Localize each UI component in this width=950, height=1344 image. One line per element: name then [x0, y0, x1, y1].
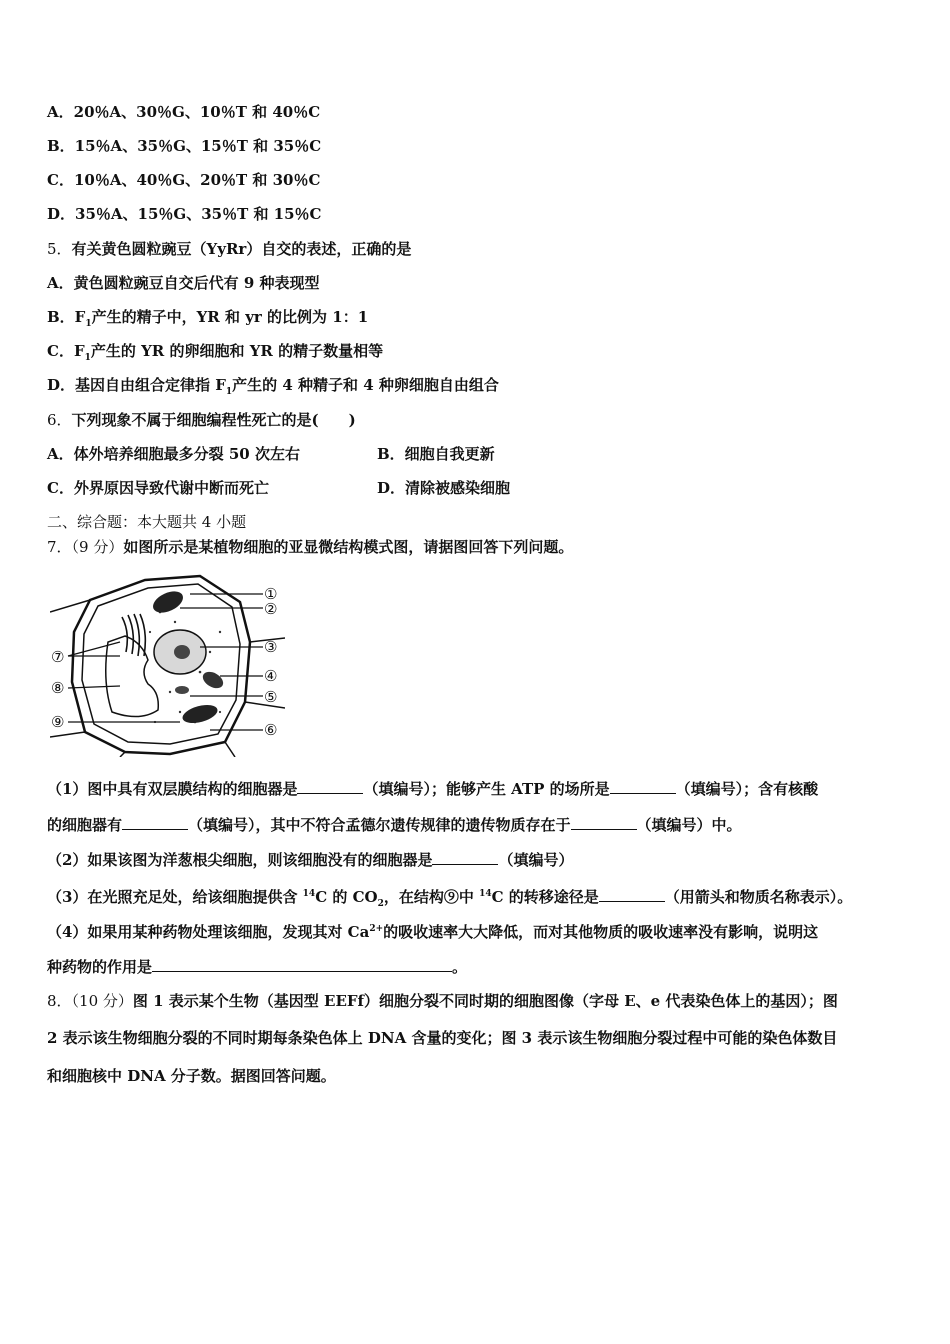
vacuole	[106, 636, 159, 717]
answer-blank[interactable]	[571, 815, 637, 830]
answer-blank[interactable]	[610, 779, 676, 794]
q7-p2-a: （2）如果该图为洋葱根尖细胞，则该细胞没有的细胞器是	[47, 851, 433, 869]
answer-blank[interactable]	[152, 957, 452, 972]
q8-score: （10 分）	[71, 992, 133, 1010]
q6-stem	[47, 410, 356, 430]
q6-option-a: A．体外培养细胞最多分裂 50 次左右	[47, 445, 300, 463]
label-6: ⑥	[264, 721, 278, 739]
q7-p3-c: ，在结构⑨中	[383, 888, 480, 906]
q7-p4-d: 。	[452, 958, 468, 976]
q7-p1-a: （1）图中具有双层膜结构的细胞器是	[47, 780, 298, 798]
mitochondrion-small	[175, 686, 189, 694]
q6-stem-text: 下列现象不属于细胞编程性死亡的是( )	[71, 411, 356, 429]
q7-p3-a: （3）在光照充足处，给该细胞提供含	[47, 888, 303, 906]
q7-p1-b: （填编号）；能够产生 ATP 的场所是	[363, 780, 610, 798]
label-2: ②	[264, 600, 278, 618]
q7-part3	[47, 884, 852, 914]
q5-d-pre: D．基因自由组合定律指 F	[47, 376, 226, 394]
q5-number: 5．	[47, 240, 72, 258]
q7-score: （9 分）	[71, 538, 124, 556]
q6-option-c: C．外界原因导致代谢中断而死亡	[47, 479, 269, 497]
chloroplast-bottom	[181, 702, 220, 727]
q5-d-sub: 1	[225, 387, 233, 397]
q4-option-b: B．15％A、35％G、15％T 和 35％C	[47, 137, 322, 155]
q5-d-post: 产生的 4 种精子和 4 种卵细胞自由组合	[232, 376, 499, 394]
q6-option-d: D．清除被感染细胞	[377, 479, 511, 497]
q7-part1-line2	[47, 815, 742, 835]
q7-p1-d: 的细胞器有	[47, 816, 123, 834]
label-3: ③	[264, 638, 278, 656]
q7-p4-c: 种药物的作用是	[47, 958, 153, 976]
q7-p3-sub: 2	[377, 899, 384, 909]
golgi-stack	[122, 614, 145, 656]
mitochondrion	[200, 668, 226, 691]
q6-row-ab	[47, 444, 907, 464]
q5-c-sub: 1	[84, 353, 91, 363]
q8-number: 8．	[47, 992, 72, 1010]
q4-option-a: A．20％A、30％G、10％T 和 40％C	[47, 103, 321, 121]
q7-p3-sup2: 14	[479, 889, 492, 899]
q6-number: 6．	[47, 411, 72, 429]
q7-stem-text: 如图所示是某植物细胞的亚显微结构模式图，请据图回答下列问题。	[123, 538, 574, 556]
q7-number: 7．	[47, 538, 72, 556]
section-heading: 二、综合题：本大题共 4 小题	[47, 513, 247, 531]
answer-blank[interactable]	[432, 850, 498, 865]
q4-option-d: D．35％A、15％G、35％T 和 15％C	[47, 205, 322, 223]
q7-p3-e: （用箭头和物质名称表示）。	[664, 888, 853, 906]
chloroplast-top	[150, 587, 187, 617]
answer-blank[interactable]	[297, 779, 363, 794]
q5-option-a: A．黄色圆粒豌豆自交后代有 9 种表现型	[47, 274, 320, 292]
q8-line2: 2 表示该生物细胞分裂的不同时期每条染色体上 DNA 含量的变化；图 3 表示该生物细胞分裂过程中可能的染色体数目	[47, 1029, 838, 1047]
q7-p4-b: 的吸收速率大大降低，而对其他物质的吸收速率没有影响，说明这	[383, 923, 819, 941]
q8-line1	[47, 991, 838, 1011]
q7-p1-f: （填编号）中。	[636, 816, 742, 834]
label-5: ⑤	[264, 688, 278, 706]
q7-p3-d: C 的转移途径是	[491, 888, 599, 906]
plant-cell-diagram	[50, 572, 285, 757]
q7-stem	[47, 537, 573, 557]
answer-blank[interactable]	[599, 887, 665, 902]
q5-b-sub: 1	[85, 319, 92, 329]
q6-row-cd	[47, 478, 907, 498]
q7-part2	[47, 850, 573, 870]
label-7: ⑦	[51, 648, 65, 666]
answer-blank[interactable]	[122, 815, 188, 830]
label-8: ⑧	[51, 679, 65, 697]
q5-b-pre: B．F	[47, 308, 86, 326]
q5-c-post: 产生的 YR 的卵细胞和 YR 的精子数量相等	[90, 342, 384, 360]
q5-option-b	[47, 307, 368, 334]
q7-p2-b: （填编号）	[498, 851, 574, 869]
q5-stem-text: 有关黄色圆粒豌豆（YyRr）自交的表述，正确的是	[71, 240, 412, 258]
q5-option-d	[47, 375, 499, 402]
q7-p3-b: C 的 CO	[315, 888, 378, 906]
q5-c-pre: C．F	[47, 342, 85, 360]
nucleolus	[174, 645, 190, 659]
q7-part4-line2	[47, 957, 467, 977]
q8-line3: 和细胞核中 DNA 分子数。据图回答问题。	[47, 1067, 336, 1085]
label-9: ⑨	[51, 713, 65, 731]
label-1: ①	[264, 585, 278, 603]
q8-line1-text: 图 1 表示某个生物（基因型 EEFf）细胞分裂不同时期的细胞图像（字母 E、e 代表染色体上的基因）；图	[132, 992, 838, 1010]
q7-p3-sup1: 14	[302, 889, 316, 899]
q4-option-c: C．10％A、40％G、20％T 和 30％C	[47, 171, 321, 189]
q7-p4-a: （4）如果用某种药物处理该细胞，发现其对 Ca	[47, 923, 370, 941]
q6-option-b: B．细胞自我更新	[377, 445, 495, 463]
q5-b-post: 产生的精子中，YR 和 yr 的比例为 1：1	[91, 308, 369, 326]
label-4: ④	[264, 667, 278, 685]
q7-p1-e: （填编号），其中不符合孟德尔遗传规律的遗传物质存在于	[188, 816, 571, 834]
q7-part4-line1	[47, 919, 818, 942]
q7-p1-c: （填编号）；含有核酸	[675, 780, 819, 798]
q7-p4-sup: 2+	[369, 924, 384, 934]
q5-option-c	[47, 341, 383, 368]
q7-part1-line1	[47, 779, 818, 799]
q5-stem	[47, 239, 411, 259]
